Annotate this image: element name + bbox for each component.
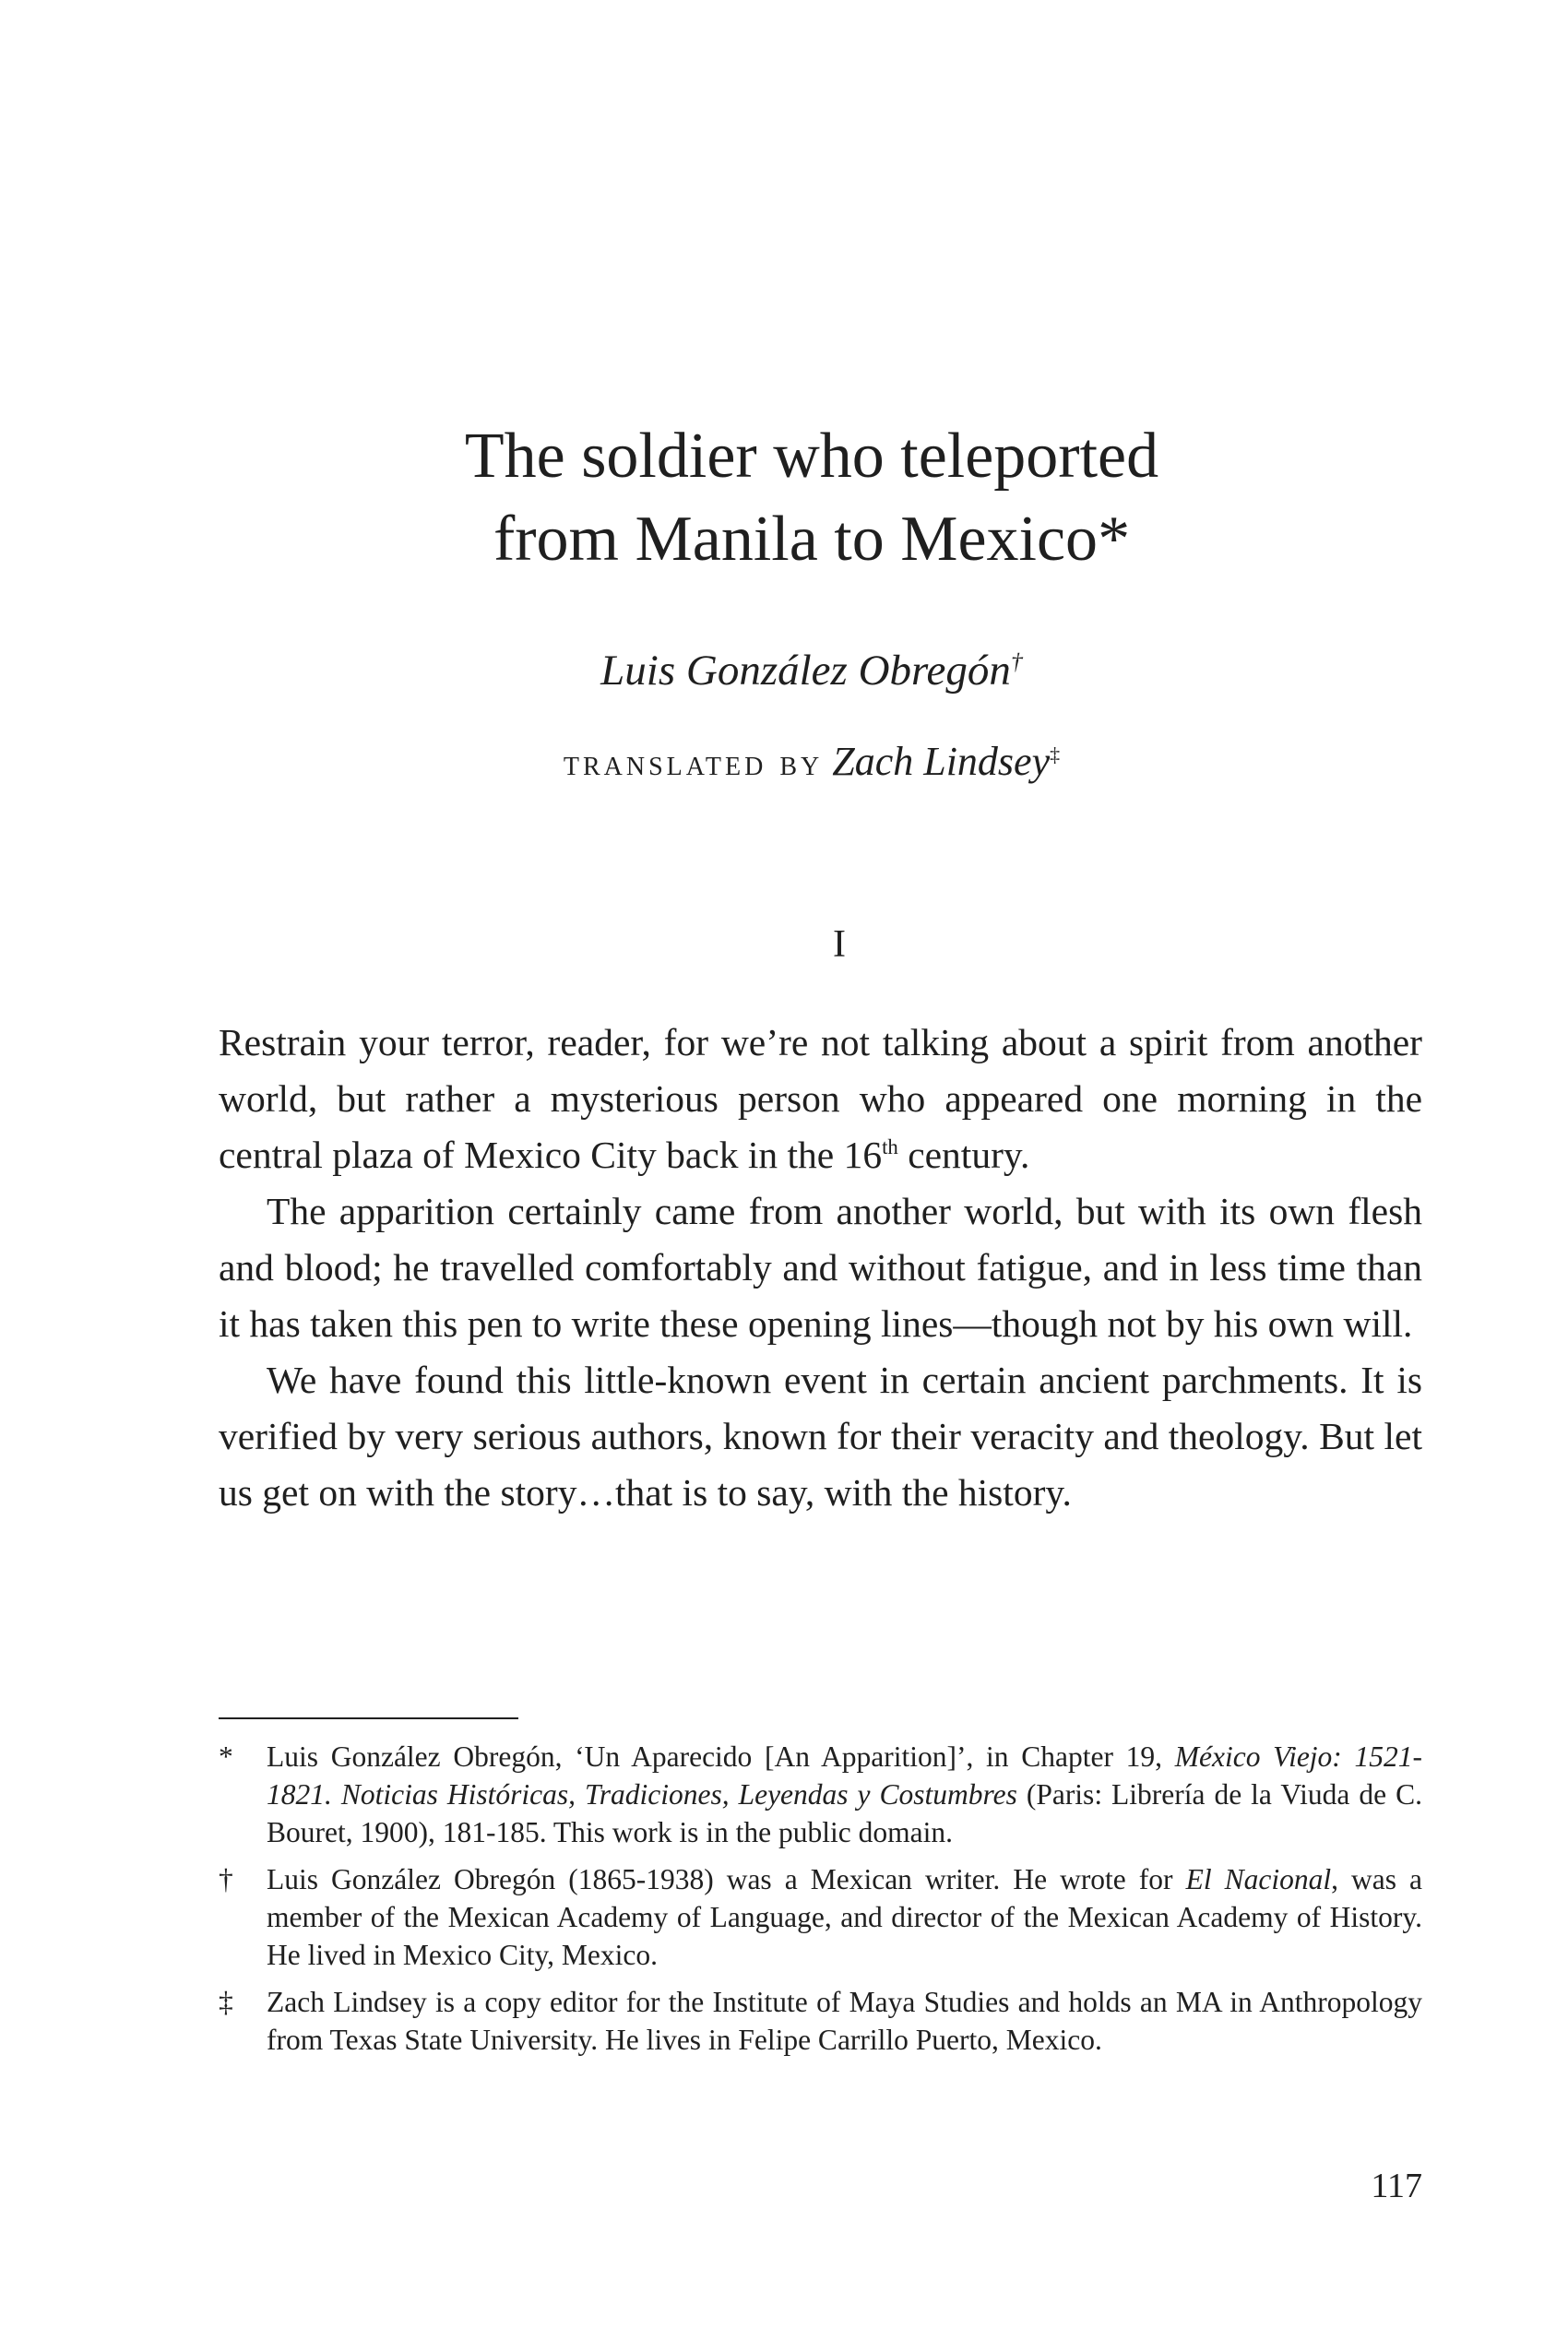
page-number: 117 (1371, 2167, 1422, 2205)
footnote-dagger (219, 1860, 1422, 1974)
footnote-divider (219, 1717, 518, 1719)
paragraph-2: The apparition certainly came from another world, but with its own flesh and blood; he travelled comfortably and without fatigue, and in less time than it has taken this pen to write these opening lines—though not by his own will. (219, 1190, 1422, 1345)
footnotes (219, 1738, 1422, 2068)
paragraph-3: We have found this little-known event in certain ancient parchments. It is verified by very serious authors, known for their veracity and theology. But let us get on with the story…that is to say, with the history. (219, 1359, 1422, 1514)
author-footnote-mark[interactable]: † (1010, 647, 1023, 675)
author-byline (0, 646, 1568, 695)
article-title (0, 415, 1568, 581)
footnote-mark: * (219, 1740, 233, 1773)
translator-byline (0, 738, 1568, 785)
footnote-mark: ‡ (219, 1986, 233, 2018)
translator-prefix: translated by (563, 742, 824, 783)
footnote-text: Zach Lindsey is a copy editor for the Institute of Maya Studies and holds an MA in Anthropology from Texas State University. He lives in Felipe Carrillo Puerto, Mexico. (267, 1986, 1422, 2056)
footnote-double-dagger (219, 1983, 1422, 2059)
title-line-1: The soldier who teleported (464, 421, 1159, 492)
footnote-mark: † (219, 1863, 233, 1895)
footnote-italic: México Viejo: 1521-1821. Noticias Históricas, Tradiciones, Leyendas y Costumbres (267, 1740, 1422, 1811)
footnote-text: Luis González Obregón, ‘Un Aparecido [An Apparition]’, in Chapter 19, (267, 1740, 1175, 1773)
title-line-2: from Manila to Mexico (493, 504, 1099, 575)
paragraph-1-text: Restrain your terror, reader, for we’re not talking about a spirit from another world, but rather a mysterious person who appeared one morning in the central plaza of Mexico City back in the 16 (219, 1021, 1422, 1176)
footnote-text-end: , was a member of the Mexican Academy of Language, and director of the Mexican Academy of History. He lived in Mexico City, Mexico. (267, 1863, 1422, 1971)
ordinal-suffix: th (882, 1135, 898, 1159)
translator-name: Zach Lindsey (832, 739, 1051, 784)
translator-footnote-mark[interactable]: ‡ (1050, 742, 1061, 766)
author-name: Luis González Obregón (600, 647, 1011, 695)
footnote-text-end: (Paris: Librería de la Viuda de C. Bouret, 1900), 181-185. This work is in the public domain. (267, 1778, 1422, 1848)
footnote-text: Luis González Obregón (1865-1938) was a Mexican writer. He wrote for (267, 1863, 1186, 1895)
footnote-italic: El Nacional (1185, 1863, 1332, 1895)
paragraph-1-end: century. (897, 1134, 1030, 1176)
footnote-star (219, 1738, 1422, 1851)
body-text (219, 1015, 1422, 1521)
title-footnote-mark[interactable]: * (1098, 504, 1131, 575)
section-heading: I (833, 923, 846, 966)
paragraph-1 (219, 1015, 1422, 1183)
